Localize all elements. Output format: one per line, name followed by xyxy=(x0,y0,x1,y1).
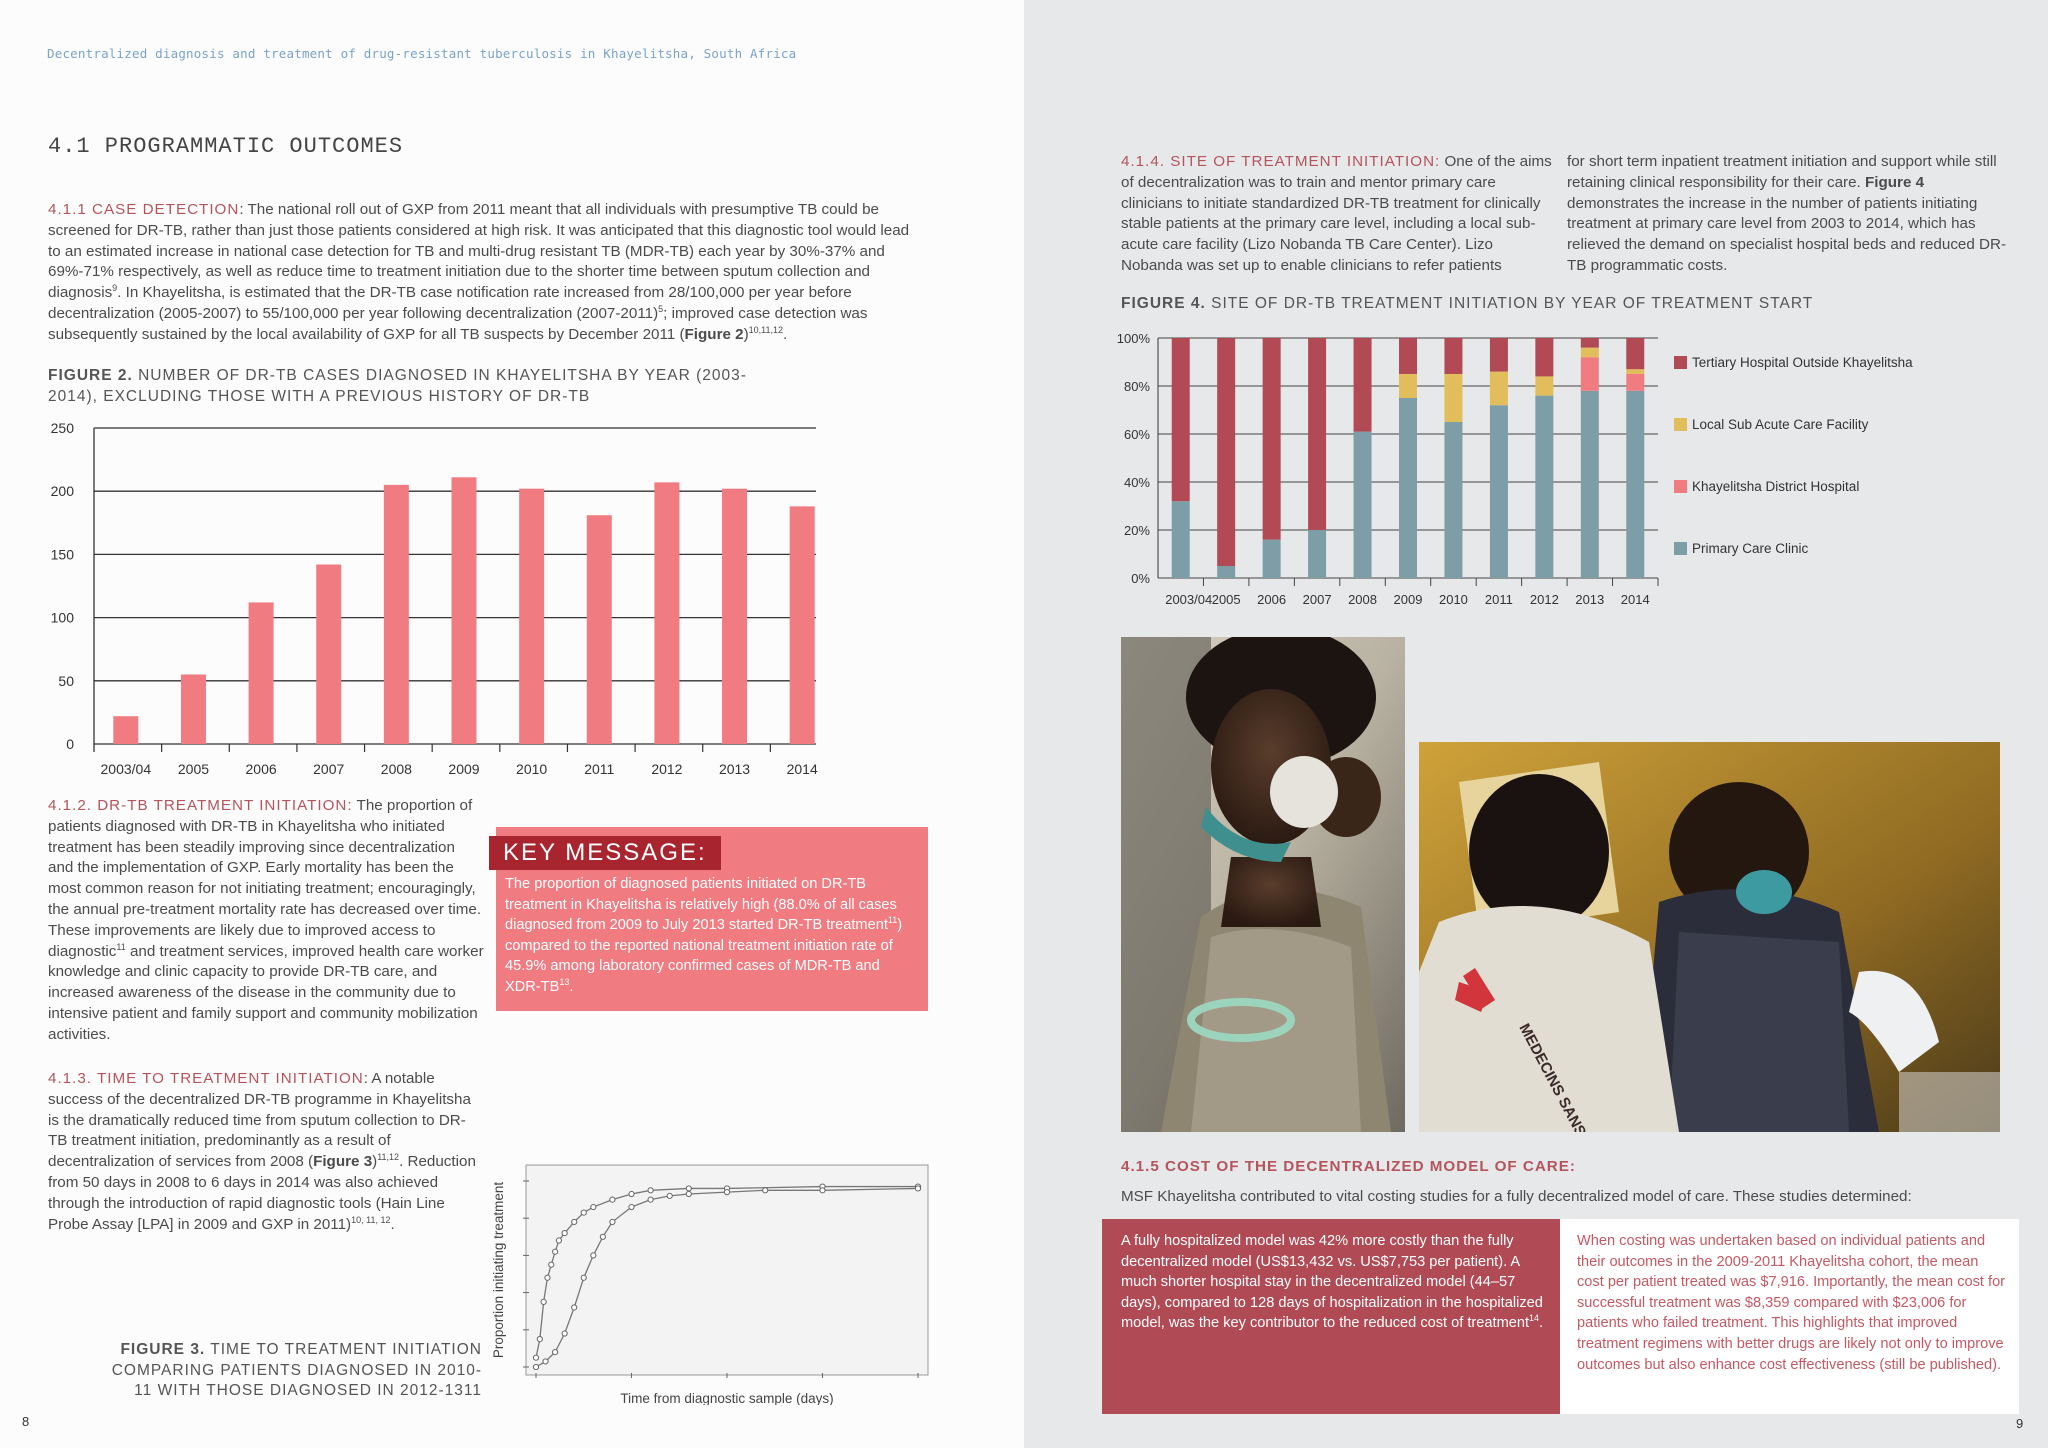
curve-marker xyxy=(537,1337,542,1342)
running-title: Decentralized diagnosis and treatment of drug-resistant tuberculosis in Khayelitsha, South Africa xyxy=(47,46,797,61)
site-initiation-heading: 4.1.4. SITE OF TREATMENT INITIATION: xyxy=(1121,153,1441,170)
bar-segment-2010 xyxy=(1444,374,1462,422)
bar-segment-2013 xyxy=(1581,338,1599,348)
y-tick-label: 250 xyxy=(50,420,74,436)
bar-segment-2011 xyxy=(1490,338,1508,372)
curve-marker xyxy=(686,1191,691,1196)
curve-marker xyxy=(572,1305,577,1310)
bar-segment-2013 xyxy=(1581,348,1599,358)
curve-marker xyxy=(553,1249,558,1254)
x-tick-label: 2005 xyxy=(177,761,210,777)
figure-2-caption: FIGURE 2. NUMBER OF DR-TB CASES DIAGNOSED IN KHAYELITSHA BY YEAR (2003-2014), EXCLUDING THOSE WITH A PREVIOUS HISTORY OF DR-TB xyxy=(48,367,747,405)
curve-marker xyxy=(549,1262,554,1267)
bar-segment-2014 xyxy=(1626,391,1644,578)
bar-2005 xyxy=(181,674,206,744)
key-message-text: The proportion of diagnosed patients initiated on DR-TB treatment in Khayelitsha is relatively high (88.0% of all cases diagnosed from 2009 to July 2013 started DR-TB treatment$^{11}$) compared to the reported national treatment initiation rate of 45.9% among laboratory confirmed cases of MDR-TB and XDR-TB$^{13}$. xyxy=(505,876,903,995)
bar-segment-2011 xyxy=(1490,405,1508,578)
x-tick-label: 2003/04 xyxy=(100,761,152,777)
case-detection-paragraph: 4.1.1 CASE DETECTION: The national roll out of GXP from 2011 meant that all individuals with presumptive TB could be screened for DR-TB, rather than just those patients considered at high risk. It was anticipated that this diagnostic tool would lead to an estimated increase in national case detection for TB and multi-drug resistant TB (MDR-TB) each year by 30%-37% and 69%-71% respectively, as well as reduce time to treatment initiation due to the shorter time between sputum collection and diagnosis$^9$. In Khayelitsha, is estimated that the DR-TB case notification rate increased from 28/100,000 per year before decentralization (2005-2007) to 55/100,000 per year following decentralization (2007-2011)$^5$; improved case detection was subsequently sustained by the local availability of GXP for all TB suspects by December 2011 (Figure 2)$^{10,11,12}$. xyxy=(48,201,910,343)
bar-2007 xyxy=(316,565,341,744)
x-tick-label: 2013 xyxy=(1575,592,1605,607)
figure-2-ref: Figure 2 xyxy=(684,325,744,343)
bar-segment-2008 xyxy=(1354,338,1372,432)
bar-segment-2003/04 xyxy=(1172,338,1190,501)
cost-box-hospitalized-text: A fully hospitalized model was 42% more costly than the fully decentralized model (US$13,432 vs. US$7,753 per patient). A much shorter hospital stay in the decentralized model (44–57 days), compared to 128 days of hospitalization in the hospitalized model, was the key contributor to the reduced cost of treatment$^{14}$. xyxy=(1121,1233,1544,1332)
curve-marker xyxy=(545,1275,550,1280)
legend-label: Khayelitsha District Hospital xyxy=(1692,479,1860,494)
curve-marker xyxy=(533,1355,538,1360)
plot-area xyxy=(526,1165,928,1375)
legend-swatch xyxy=(1674,356,1687,369)
bar-segment-2010 xyxy=(1444,338,1462,374)
x-tick-label: 2010 xyxy=(516,761,548,777)
bar-2013 xyxy=(722,489,747,744)
x-axis-label: Time from diagnostic sample (days) xyxy=(620,1391,834,1405)
y-tick-label: 20% xyxy=(1123,523,1150,538)
x-tick-label: 2013 xyxy=(718,761,751,777)
y-tick-label: 50 xyxy=(58,672,74,689)
legend-label: Local Sub Acute Care Facility xyxy=(1692,417,1869,432)
curve-marker xyxy=(541,1299,546,1304)
curve-marker xyxy=(562,1331,567,1336)
x-tick-label: 2009 xyxy=(448,761,480,777)
x-tick-label: 2011 xyxy=(1484,592,1513,607)
curve-marker xyxy=(610,1197,615,1202)
curve-marker xyxy=(648,1188,653,1193)
x-tick-label: 2006 xyxy=(245,761,277,777)
curve-marker xyxy=(556,1238,561,1243)
legend-swatch xyxy=(1674,542,1687,555)
bar-segment-2008 xyxy=(1354,432,1372,578)
x-tick-label: 2012 xyxy=(651,761,683,777)
curve-marker xyxy=(648,1197,653,1202)
figure-3-line-chart xyxy=(488,1160,938,1405)
bar-segment-2009 xyxy=(1399,398,1417,578)
curve-marker xyxy=(686,1186,691,1191)
curve-marker xyxy=(591,1204,596,1209)
cost-heading: 4.1.5 COST OF THE DECENTRALIZED MODEL OF CARE: xyxy=(1121,1158,1576,1175)
section-title: 4.1 PROGRAMMATIC OUTCOMES xyxy=(48,134,404,159)
bar-2011 xyxy=(587,515,612,744)
page-number-left: 8 xyxy=(22,1414,30,1429)
bar-segment-2014 xyxy=(1626,369,1644,374)
x-tick-label: 2003/04 xyxy=(1165,592,1213,607)
bar-segment-2012 xyxy=(1535,396,1553,578)
site-initiation-paragraph-col1: 4.1.4. SITE OF TREATMENT INITIATION: One of the aims of decentralization was to train and mentor primary care clinicians to initiate standardized DR-TB treatment for clinically stable patients at the primary care level, including a local sub-acute care facility (Lizo Nobanda TB Care Center). Lizo Nobanda was set up to enable clinicians to refer patients xyxy=(1121,153,1552,274)
case-detection-heading: 4.1.1 CASE DETECTION xyxy=(48,201,240,218)
legend-swatch xyxy=(1674,480,1687,493)
curve-marker xyxy=(591,1253,596,1258)
curve-marker xyxy=(533,1364,538,1369)
y-tick-label: 100% xyxy=(1116,331,1150,346)
x-tick-label: 2005 xyxy=(1211,592,1241,607)
bar-segment-2009 xyxy=(1399,374,1417,398)
bar-segment-2014 xyxy=(1626,338,1644,369)
curve-marker xyxy=(581,1210,586,1215)
x-tick-label: 2008 xyxy=(1348,592,1378,607)
bar-segment-2013 xyxy=(1581,357,1599,391)
x-tick-label: 2014 xyxy=(786,761,818,777)
bar-2009 xyxy=(452,477,477,744)
figure-4-caption: FIGURE 4. SITE OF DR-TB TREATMENT INITIATION BY YEAR OF TREATMENT START xyxy=(1121,295,1814,312)
bar-2014 xyxy=(790,506,815,744)
figure-2-bar-chart xyxy=(40,418,820,788)
curve-marker xyxy=(915,1186,920,1191)
bar-segment-2006 xyxy=(1263,540,1281,578)
x-tick-label: 2009 xyxy=(1393,592,1423,607)
key-message-title: KEY MESSAGE: xyxy=(489,836,721,870)
bar-2012 xyxy=(654,482,679,744)
curve-marker xyxy=(763,1188,768,1193)
x-tick-label: 2014 xyxy=(1620,592,1650,607)
bar-2006 xyxy=(249,602,274,744)
x-tick-label: 2007 xyxy=(313,761,345,777)
page-number-right: 9 xyxy=(2016,1416,2024,1431)
curve-marker xyxy=(610,1219,615,1224)
figure-4-ref: Figure 4 xyxy=(1864,173,1925,191)
bar-segment-2007 xyxy=(1308,530,1326,578)
legend-label: Tertiary Hospital Outside Khayelitsha xyxy=(1692,355,1913,370)
curve-marker xyxy=(562,1230,567,1235)
x-tick-label: 2006 xyxy=(1257,592,1287,607)
curve-marker xyxy=(543,1359,548,1364)
bar-segment-2013 xyxy=(1581,391,1599,578)
y-tick-label: 80% xyxy=(1123,379,1150,394)
figure-4-stacked-bar-chart xyxy=(1110,322,2030,622)
x-tick-label: 2008 xyxy=(380,761,412,777)
x-tick-label: 2010 xyxy=(1438,592,1468,607)
curve-marker xyxy=(820,1188,825,1193)
x-tick-label: 2007 xyxy=(1302,592,1332,607)
y-tick-label: 40% xyxy=(1123,475,1150,490)
curve-marker xyxy=(600,1234,605,1239)
y-tick-label: 60% xyxy=(1123,427,1150,442)
cost-box-individual-text: When costing was undertaken based on individual patients and their outcomes in the 2009-2011 Khayelitsha cohort, the mean cost per patient treated was $7,916. Importantly, the mean cost for successful treatment was $8,359 compared with $23,006 for patients who failed treatment. This highlights that improved treatment regimens with better drugs are likely not only to improve outcomes but also enhance cost effectiveness (still be published). xyxy=(1577,1233,2006,1373)
photo-health-worker-injection xyxy=(1419,742,2000,1132)
curve-marker xyxy=(667,1193,672,1198)
y-tick-label: 200 xyxy=(50,483,74,500)
curve-marker xyxy=(581,1275,586,1280)
bar-segment-2012 xyxy=(1535,376,1553,395)
bar-2003/04 xyxy=(113,716,138,744)
bar-2008 xyxy=(384,485,409,744)
figure-3-caption: FIGURE 3. TIME TO TREATMENT INITIATION COMPARING PATIENTS DIAGNOSED IN 2010-11 WITH THOSE DIAGNOSED IN 2012-1311 xyxy=(111,1341,482,1399)
bar-segment-2005 xyxy=(1217,338,1235,566)
bar-2010 xyxy=(519,489,544,744)
y-tick-label: 0% xyxy=(1131,571,1150,586)
treatment-initiation-heading: 4.1.2. DR-TB TREATMENT INITIATION: xyxy=(48,797,353,814)
bar-segment-2007 xyxy=(1308,338,1326,530)
time-to-treatment-paragraph: 4.1.3. TIME TO TREATMENT INITIATION: A notable success of the decentralized DR-TB programme in Khayelitsha is the dramatically reduced time from sputum collection to DR-TB treatment initiation, predominantly as a result of decentralization of services from 2008 (Figure 3)$^{11,12}$. Reduction from 50 days in 2008 to 6 days in 2014 was also achieved through the introduction of rapid diagnostic tools (Hain Line Probe Assay [LPA] in 2009 and GXP in 2011)$^{10, 11, 12}$. xyxy=(48,1070,476,1233)
bar-segment-2010 xyxy=(1444,422,1462,578)
x-tick-label: 2011 xyxy=(584,761,615,777)
bar-segment-2011 xyxy=(1490,372,1508,406)
x-tick-label: 2012 xyxy=(1529,592,1559,607)
legend-label: Primary Care Clinic xyxy=(1692,541,1809,556)
site-initiation-paragraph-col2: for short term inpatient treatment initiation and support while still retaining clinical responsibility for their care. Figure 4 demonstrates the increase in the number of patients initiating treatment at primary care level from 2003 to 2014, which has relieved the demand on specialist hospital beds and reduced DR-TB programmatic costs. xyxy=(1567,153,2007,274)
curve-marker xyxy=(629,1191,634,1196)
y-tick-label: 150 xyxy=(50,546,74,563)
curve-marker xyxy=(724,1190,729,1195)
y-axis-label: Proportion initiating treatment xyxy=(491,1181,506,1359)
bar-segment-2012 xyxy=(1535,338,1553,376)
bar-segment-2006 xyxy=(1263,338,1281,540)
cost-intro: MSF Khayelitsha contributed to vital costing studies for a fully decentralized model of care. These studies determined: xyxy=(1121,1188,1912,1205)
curve-marker xyxy=(629,1204,634,1209)
figure-3-ref: Figure 3 xyxy=(313,1153,373,1171)
legend-swatch xyxy=(1674,418,1687,431)
time-to-treatment-heading: 4.1.3. TIME TO TREATMENT INITIATION xyxy=(48,1070,364,1087)
treatment-initiation-paragraph: 4.1.2. DR-TB TREATMENT INITIATION: The proportion of patients diagnosed with DR-TB in Khayelitsha who initiated treatment has been steadily improving since decentralization and the implementation of GXP. Early mortality has been the most common reason for not initiating treatment; encouragingly, the annual pre-treatment mortality rate has decreased over time. These improvements are likely due to improved access to diagnostic$^{11}$ and treatment services, improved health care worker knowledge and clinic capacity to provide DR-TB care, and increased awareness of the disease in the community due to intensive patient and family support and community mobilization activities. xyxy=(48,797,484,1043)
bar-segment-2003/04 xyxy=(1172,501,1190,578)
bar-segment-2014 xyxy=(1626,374,1644,391)
curve-marker xyxy=(572,1219,577,1224)
curve-marker xyxy=(553,1350,558,1355)
bar-segment-2005 xyxy=(1217,566,1235,578)
y-tick-label: 100 xyxy=(50,609,74,626)
bar-segment-2009 xyxy=(1399,338,1417,374)
photo-patient-drinking xyxy=(1121,637,1405,1132)
y-tick-label: 0 xyxy=(66,736,74,752)
